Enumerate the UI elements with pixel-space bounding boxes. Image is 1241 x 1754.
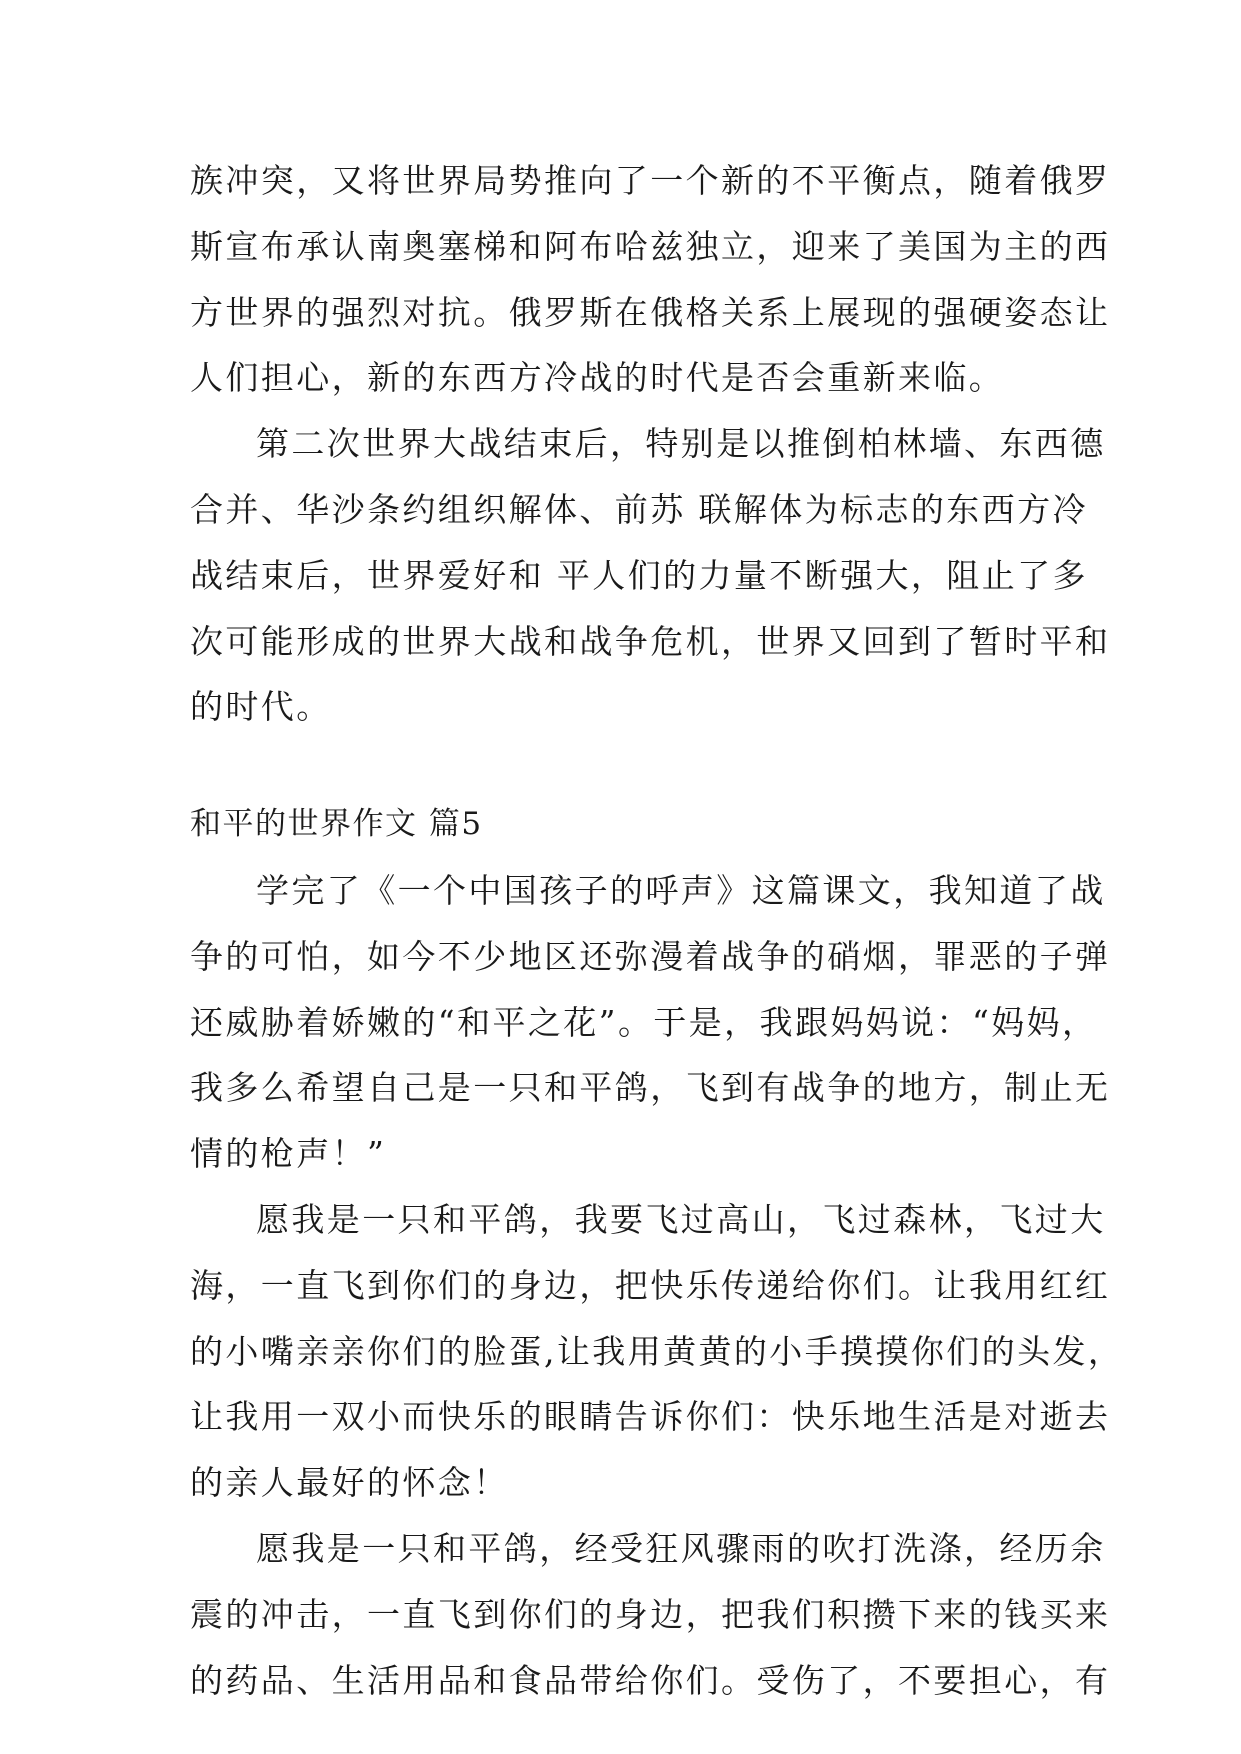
text-line: 斯宣布承认南奥塞梯和阿布哈兹独立，迎来了美国为主的西 <box>190 226 1111 266</box>
text-line: 的小嘴亲亲你们的脸蛋,让我用黄黄的小手摸摸你们的头发， <box>190 1331 1124 1371</box>
text-line: 的药品、生活用品和食品带给你们。受伤了，不要担心，有 <box>190 1660 1111 1700</box>
paragraph-3 <box>190 858 1111 1187</box>
section-spacer <box>190 740 1060 792</box>
text-line: 战结束后，世界爱好和 平人们的力量不断强大，阻止了多 <box>190 555 1088 595</box>
text-line: 争的可怕，如今不少地区还弥漫着战争的硝烟，罪恶的子弹 <box>190 936 1111 976</box>
text-line: 愿我是一只和平鸽，我要飞过高山，飞过森林，飞过大 <box>256 1199 1106 1239</box>
text-line: 人们担心，新的东西方冷战的时代是否会重新来临。 <box>190 358 1005 398</box>
text-line: 我多么希望自己是一只和平鸽，飞到有战争的地方，制止无 <box>190 1068 1111 1108</box>
paragraph-4 <box>190 1187 1124 1516</box>
paragraph-1 <box>190 148 1111 411</box>
text-line: 第二次世界大战结束后，特别是以推倒柏林墙、东西德 <box>256 424 1106 464</box>
text-line: 的时代。 <box>190 687 332 727</box>
text-line: 的亲人最好的怀念！ <box>190 1463 509 1503</box>
text-line: 情的枪声！” <box>190 1134 387 1174</box>
text-line: 合并、华沙条约组织解体、前苏 联解体为标志的东西方冷 <box>190 489 1088 529</box>
document-body <box>190 148 1124 1713</box>
text-line: 还威胁着娇嫩的“和平之花”。于是，我跟妈妈说：“妈妈， <box>190 1002 1098 1042</box>
text-line: 方世界的强烈对抗。俄罗斯在俄格关系上展现的强硬姿态让 <box>190 292 1111 332</box>
text-line: 愿我是一只和平鸽，经受狂风骤雨的吹打洗涤，经历余 <box>256 1528 1106 1568</box>
paragraph-5 <box>190 1516 1111 1713</box>
text-line: 次可能形成的世界大战和战争危机，世界又回到了暂时平和 <box>190 621 1111 661</box>
section-heading: 和平的世界作文 篇5 <box>190 806 483 843</box>
text-line: 族冲突，又将世界局势推向了一个新的不平衡点，随着俄罗 <box>190 161 1111 200</box>
text-line: 让我用一双小而快乐的眼睛告诉你们：快乐地生活是对逝去 <box>190 1397 1111 1437</box>
paragraph-2 <box>190 411 1111 740</box>
text-line: 震的冲击，一直飞到你们的身边，把我们积攒下来的钱买来 <box>190 1594 1111 1634</box>
text-line: 学完了《一个中国孩子的呼声》这篇课文，我知道了战 <box>256 870 1106 910</box>
text-line: 海，一直飞到你们的身边，把快乐传递给你们。让我用红红 <box>190 1265 1111 1305</box>
